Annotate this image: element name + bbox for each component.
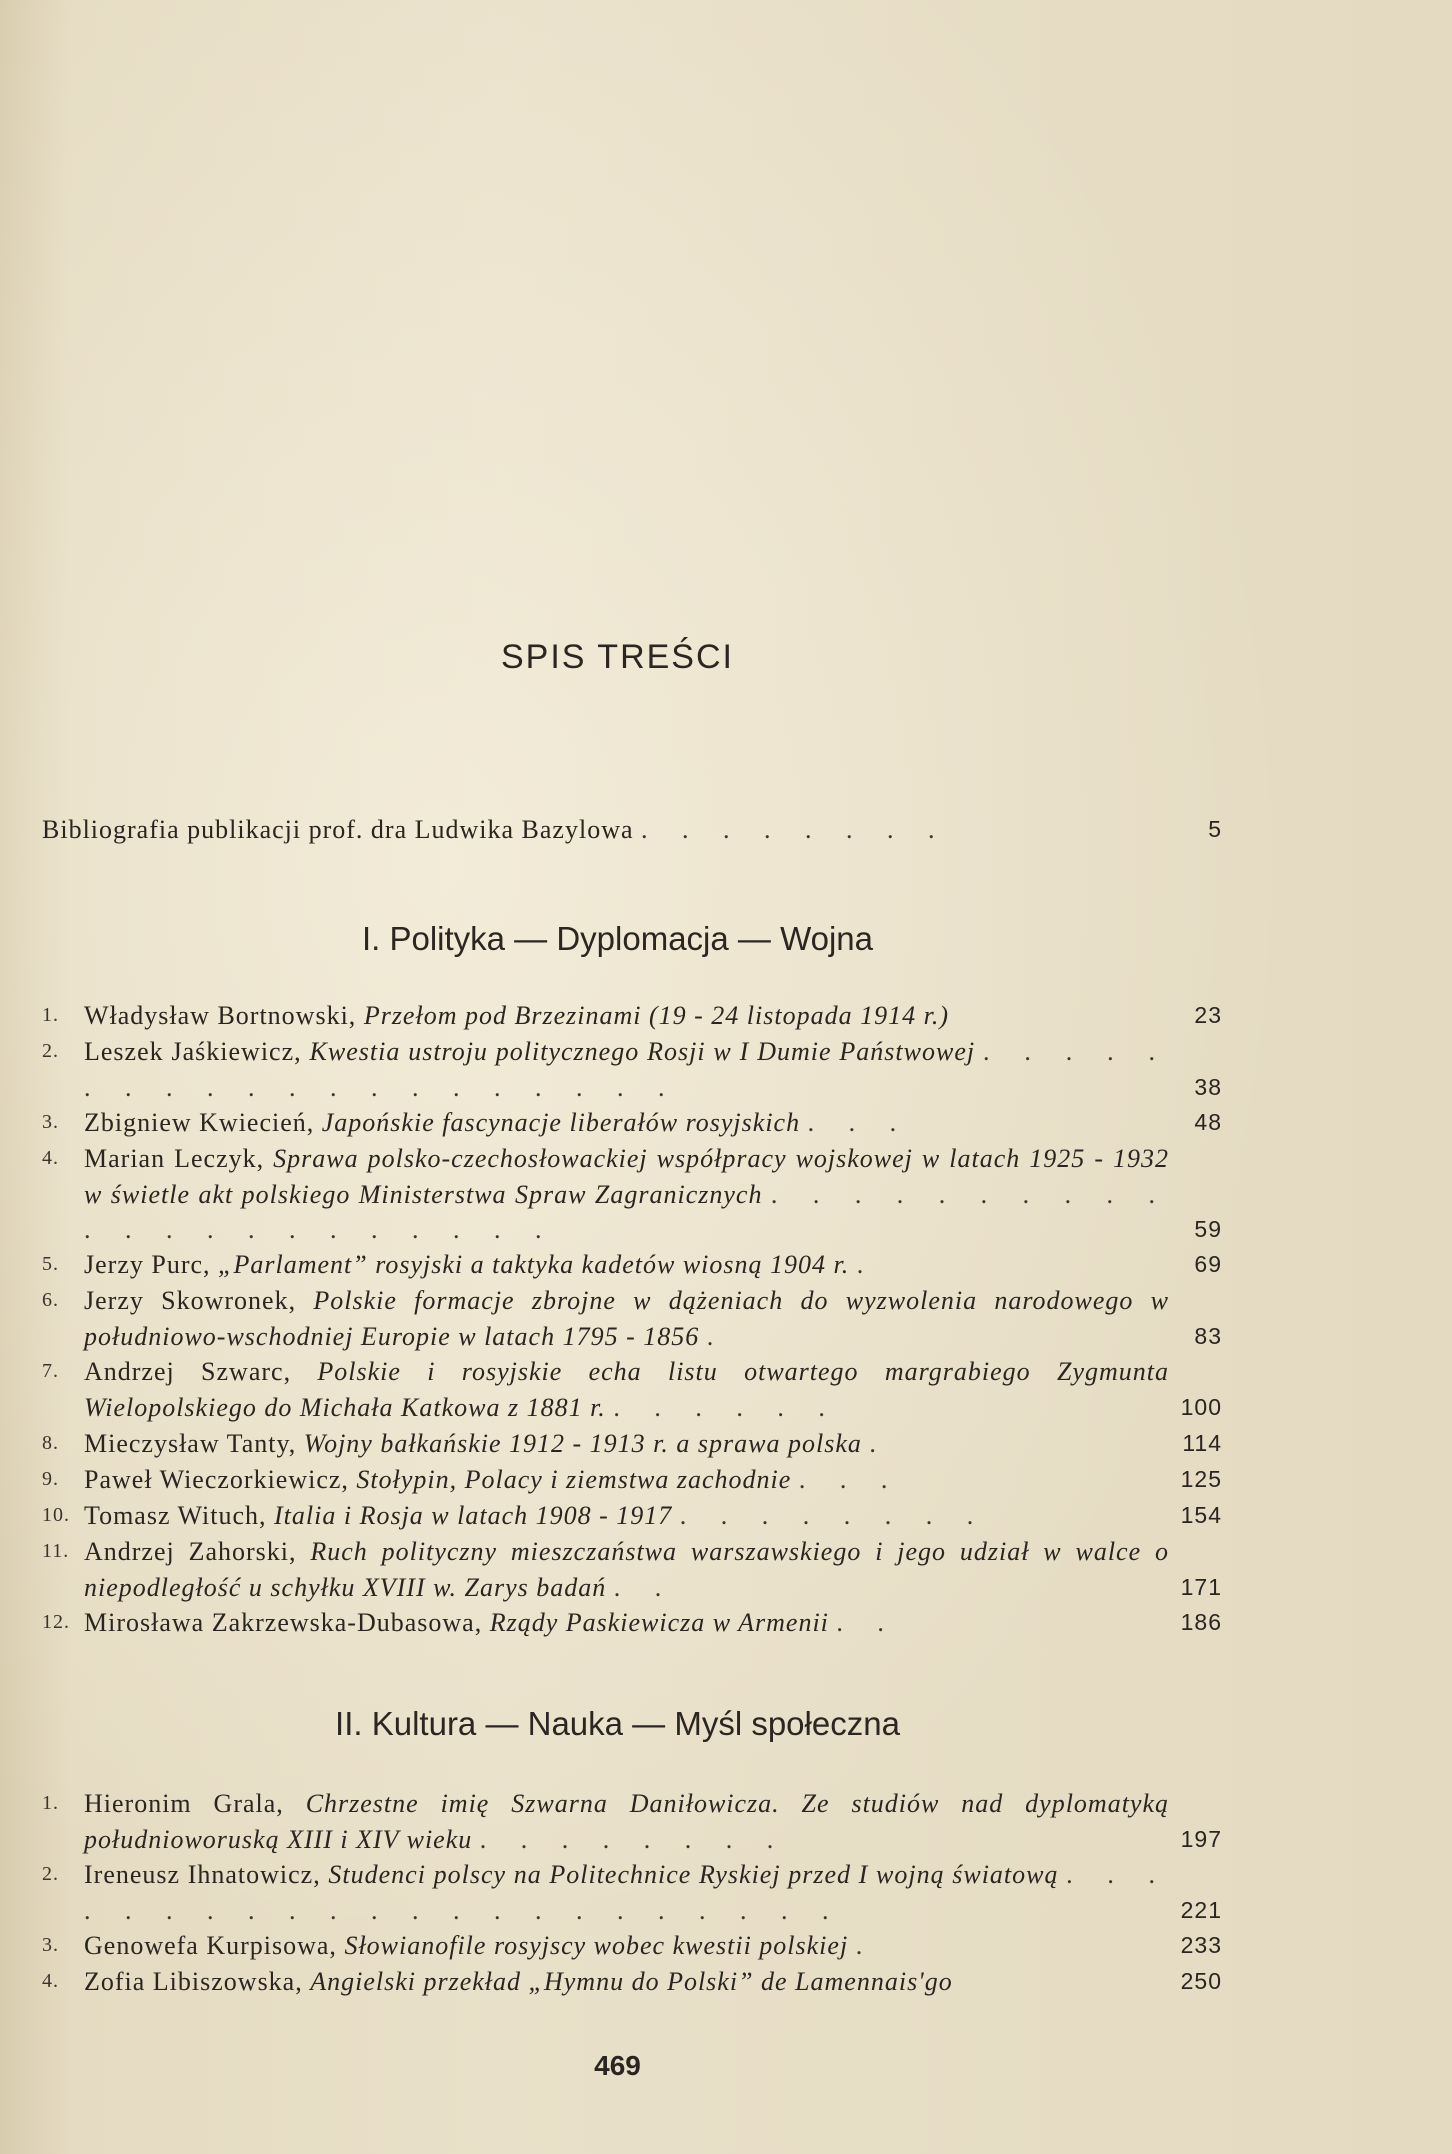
entry-title: Polskie i rosyjskie echa listu otwartego margrabiego Zygmunta Wielopolskiego do Michała Katkowa z 1881 r. <box>84 1357 1169 1422</box>
toc-entry <box>42 1928 1222 1964</box>
entry-title: Przełom pod Brzezinami (19 - 24 listopada 1914 r.) <box>363 1001 949 1030</box>
entry-page: 154 <box>1180 1502 1222 1528</box>
entry-page: 114 <box>1182 1430 1222 1456</box>
leader-dots: . . . <box>807 1108 911 1137</box>
entry-author: Leszek Jaśkiewicz, <box>84 1037 302 1066</box>
entry-title: Studenci polscy na Politechnice Ryskiej przed I wojną światową <box>328 1860 1059 1889</box>
entry-author: Zbigniew Kwiecień, <box>84 1108 315 1137</box>
entry-author: Hieronim Grala, <box>84 1789 284 1818</box>
toc-entry <box>42 1786 1222 1857</box>
entry-number: 4. <box>42 1147 59 1169</box>
entry-title: Słowianofile rosyjscy wobec kwestii polskiej <box>344 1931 849 1960</box>
entry-title: Sprawa polsko-czechosłowackiej współpracy wojskowej w latach 1925 - 1932 w świetle akt polskiego Ministerstwa Spraw Zagranicznych <box>84 1144 1170 1209</box>
entry-author: Tomasz Wituch, <box>84 1501 267 1530</box>
toc-entry <box>42 1105 1222 1141</box>
entry-number: 9. <box>42 1468 59 1490</box>
entry-page: 186 <box>1180 1609 1222 1635</box>
entry-page: 83 <box>1194 1322 1222 1349</box>
leader-dots: . . <box>613 1572 676 1602</box>
entry-number: 7. <box>42 1360 59 1382</box>
entry-author: Bibliografia publikacji prof. dra Ludwika Bazylowa <box>42 815 634 844</box>
leader-dots: . <box>855 1931 877 1960</box>
entry-title: Wojny bałkańskie 1912 - 1913 r. a sprawa polska <box>303 1429 862 1458</box>
entry-title: Japońskie fascynacje liberałów rosyjskich <box>321 1108 801 1137</box>
leader-dots: . <box>869 1429 890 1458</box>
entry-author: Władysław Bortnowski, <box>84 1001 357 1030</box>
entry-title: Ruch polityczny mieszczaństwa warszawskiego i jego udział w walce o niepodległość u schyłku XVIII w. Zarys badań <box>84 1537 1169 1602</box>
entry-number: 2. <box>42 1863 59 1885</box>
entry-number: 12. <box>42 1611 70 1633</box>
toc-entry <box>42 1964 1222 2000</box>
leader-dots: . . . . . . . . <box>679 1501 988 1530</box>
entry-number: 3. <box>42 1111 59 1133</box>
entry-page: 171 <box>1180 1573 1222 1600</box>
entry-author: Ireneusz Ihnatowicz, <box>84 1860 321 1889</box>
entry-number: 10. <box>42 1504 70 1526</box>
toc-heading: SPIS TREŚCI <box>501 638 734 676</box>
leader-dots: . . . . . . <box>613 1392 839 1422</box>
entry-number: 1. <box>42 1004 59 1026</box>
toc-entry <box>42 1498 1222 1534</box>
toc-entry <box>42 1283 1222 1354</box>
entry-title: Rządy Paskiewicza w Armenii <box>489 1608 829 1637</box>
leader-dots: . . . <box>798 1465 902 1494</box>
toc-entry <box>42 1247 1222 1283</box>
entry-page: 48 <box>1194 1109 1222 1135</box>
leader-dots: . . . . . . . . . . . . . . . . . . . . <box>84 1037 1170 1102</box>
leader-dots: . <box>706 1321 728 1351</box>
entry-author: Jerzy Purc, <box>84 1250 211 1279</box>
entry-title: Kwestia ustroju politycznego Rosji w I Dumie Państwowej <box>309 1037 976 1066</box>
entry-number: 4. <box>42 1970 59 1992</box>
leader-dots: . . . . . . . . . . . . . . . . . . . . . . <box>84 1179 1169 1244</box>
entry-page: 125 <box>1180 1466 1222 1492</box>
entry-author: Zofia Libiszowska, <box>84 1967 303 1996</box>
entry-title: Angielski przekład „Hymnu do Polski” de Lamennais'go <box>310 1967 953 1996</box>
entry-page: 69 <box>1194 1251 1222 1277</box>
entry-page: 221 <box>1180 1896 1222 1923</box>
entry-number: 6. <box>42 1289 59 1311</box>
entry-title: Polskie formacje zbrojne w dążeniach do wyzwolenia narodowego w południowo-wschodniej Europie w latach 1795 - 1856 <box>84 1286 1170 1351</box>
entry-author: Mieczysław Tanty, <box>84 1429 297 1458</box>
entry-page: 23 <box>1194 1002 1222 1028</box>
toc-entry-bibliography <box>42 812 1222 848</box>
leader-dots: . . . . . . . . . . . . . . . . . . . . . . <box>84 1860 1170 1925</box>
entry-page: 197 <box>1180 1825 1222 1852</box>
leader-dots: . . . . . . . . <box>479 1824 788 1854</box>
entry-number: 11. <box>42 1540 70 1562</box>
entry-number: 2. <box>42 1040 59 1062</box>
toc-entry <box>42 1354 1222 1425</box>
toc-entry <box>42 1034 1222 1105</box>
entry-author: Jerzy Skowronek, <box>84 1286 297 1315</box>
entry-title: Stołypin, Polacy i ziemstwa zachodnie <box>356 1465 792 1494</box>
entry-author: Paweł Wieczorkiewicz, <box>84 1465 349 1494</box>
entry-author: Andrzej Zahorski, <box>84 1537 297 1566</box>
section-title: II. Kultura — Nauka — Myśl społeczna <box>335 1705 900 1742</box>
entry-number: 8. <box>42 1432 59 1454</box>
entry-number: 5. <box>42 1253 59 1275</box>
entry-page: 233 <box>1180 1932 1222 1958</box>
entry-page: 59 <box>1194 1216 1222 1242</box>
entry-author: Marian Leczyk, <box>84 1144 265 1173</box>
toc-entry <box>42 1141 1222 1248</box>
entry-page: 100 <box>1180 1393 1222 1420</box>
entry-page: 5 <box>1208 816 1222 842</box>
entry-author: Andrzej Szwarc, <box>84 1357 292 1386</box>
entry-number: 3. <box>42 1934 59 1956</box>
entry-page: 38 <box>1194 1073 1222 1100</box>
entry-title: „Parlament” rosyjski a taktyka kadetów wiosną 1904 r. <box>218 1250 850 1279</box>
toc-entry <box>42 998 1222 1034</box>
leader-dots: . . <box>836 1608 898 1637</box>
leader-dots: . . . . . . . . <box>641 815 949 844</box>
section-title: I. Polityka — Dyplomacja — Wojna <box>361 920 874 957</box>
entry-author: Genowefa Kurpisowa, <box>84 1931 337 1960</box>
toc-entry <box>42 1857 1222 1928</box>
entry-page: 250 <box>1180 1968 1222 1994</box>
toc-entry <box>42 1605 1222 1641</box>
leader-dots: . <box>856 1250 878 1279</box>
toc-entry <box>42 1426 1222 1462</box>
entry-author: Mirosława Zakrzewska-Dubasowa, <box>84 1608 483 1637</box>
entry-title: Italia i Rosja w latach 1908 - 1917 <box>274 1501 673 1530</box>
toc-entry <box>42 1462 1222 1498</box>
entry-title: Chrzestne imię Szwarna Daniłowicza. Ze studiów nad dyplomatyką południoworuską XIII i XIV wieku <box>84 1789 1169 1854</box>
toc-entry <box>42 1534 1222 1605</box>
entry-number: 1. <box>42 1792 59 1814</box>
page-number: 469 <box>594 2050 641 2081</box>
